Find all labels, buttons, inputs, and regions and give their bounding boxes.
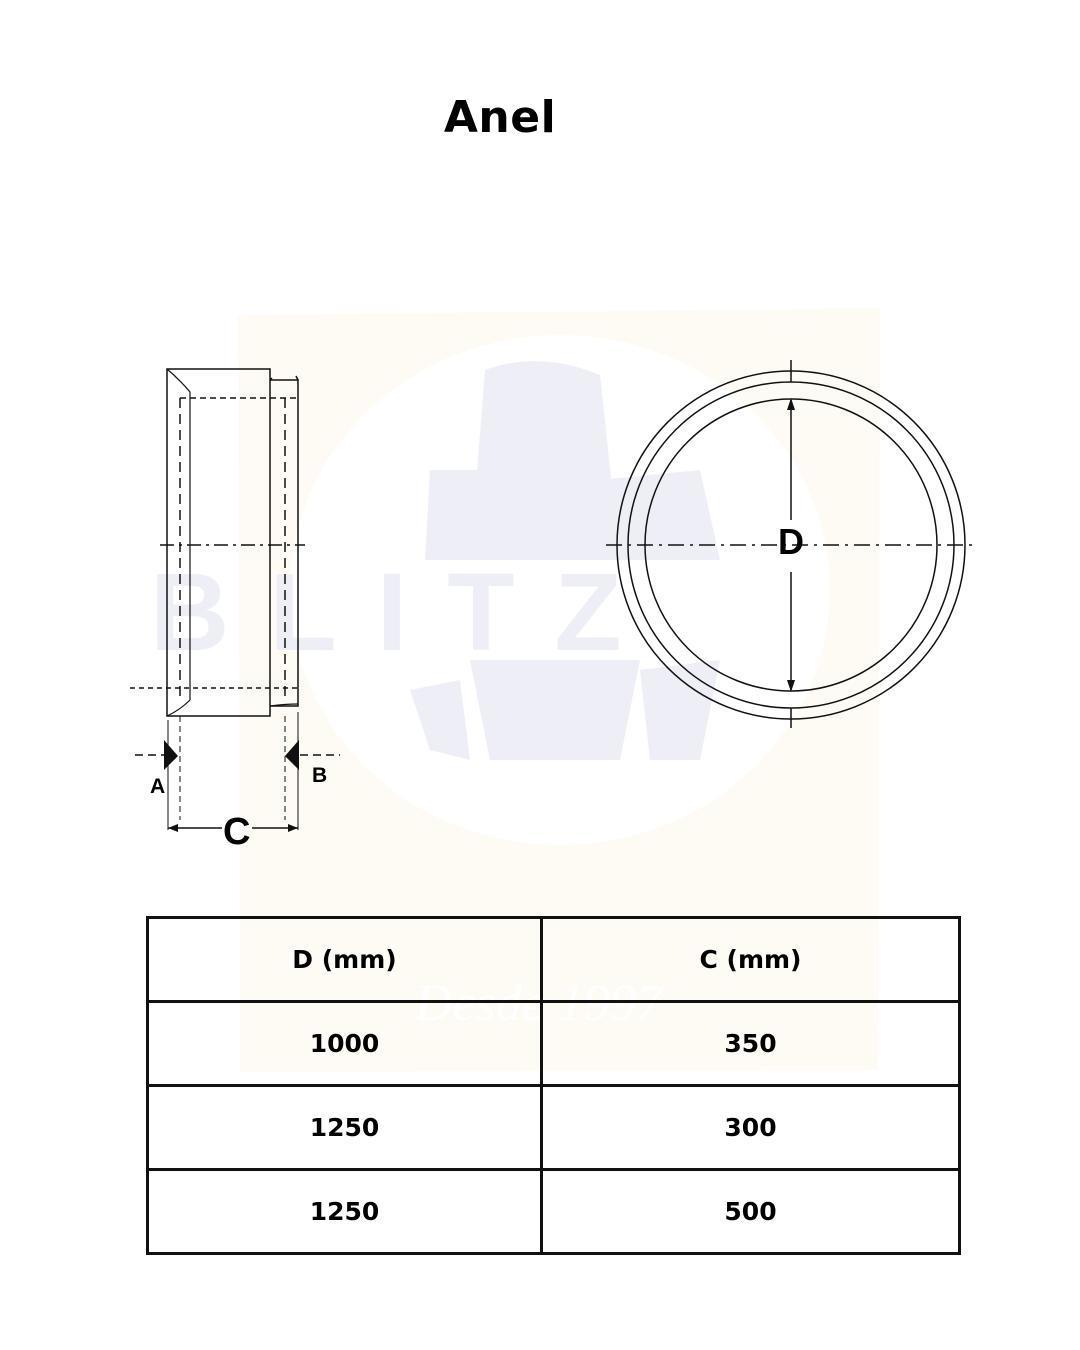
- table-header-row: [148, 918, 960, 1002]
- cell-c: 350: [542, 1002, 960, 1086]
- page-title: Anel: [443, 92, 557, 143]
- dimensions-table: [146, 916, 961, 1255]
- cell-d: 1000: [148, 1002, 542, 1086]
- section-a-label: A: [150, 775, 166, 798]
- header-c: C (mm): [542, 918, 960, 1002]
- section-b-label: B: [312, 764, 328, 787]
- table-row: [148, 1086, 960, 1170]
- cell-d: 1250: [148, 1170, 542, 1254]
- c-arrow-left: [168, 824, 178, 832]
- cell-c: 500: [542, 1170, 960, 1254]
- watermark-brand-text: BLITZ: [150, 551, 662, 674]
- section-b-arrow: [285, 740, 299, 770]
- side-view: [130, 369, 340, 830]
- cell-c: 300: [542, 1086, 960, 1170]
- section-a-arrow: [164, 740, 178, 770]
- watermark-tagline: Desde 1997: [415, 975, 662, 1032]
- header-d: D (mm): [148, 918, 542, 1002]
- dimension-c-label: C: [223, 811, 251, 853]
- cell-d: 1250: [148, 1086, 542, 1170]
- table-row: [148, 1170, 960, 1254]
- d-arrow-bottom: [787, 680, 795, 692]
- d-arrow-top: [787, 398, 795, 410]
- dimension-d-label: D: [778, 521, 804, 562]
- c-arrow-right: [288, 824, 298, 832]
- table-row: [148, 1002, 960, 1086]
